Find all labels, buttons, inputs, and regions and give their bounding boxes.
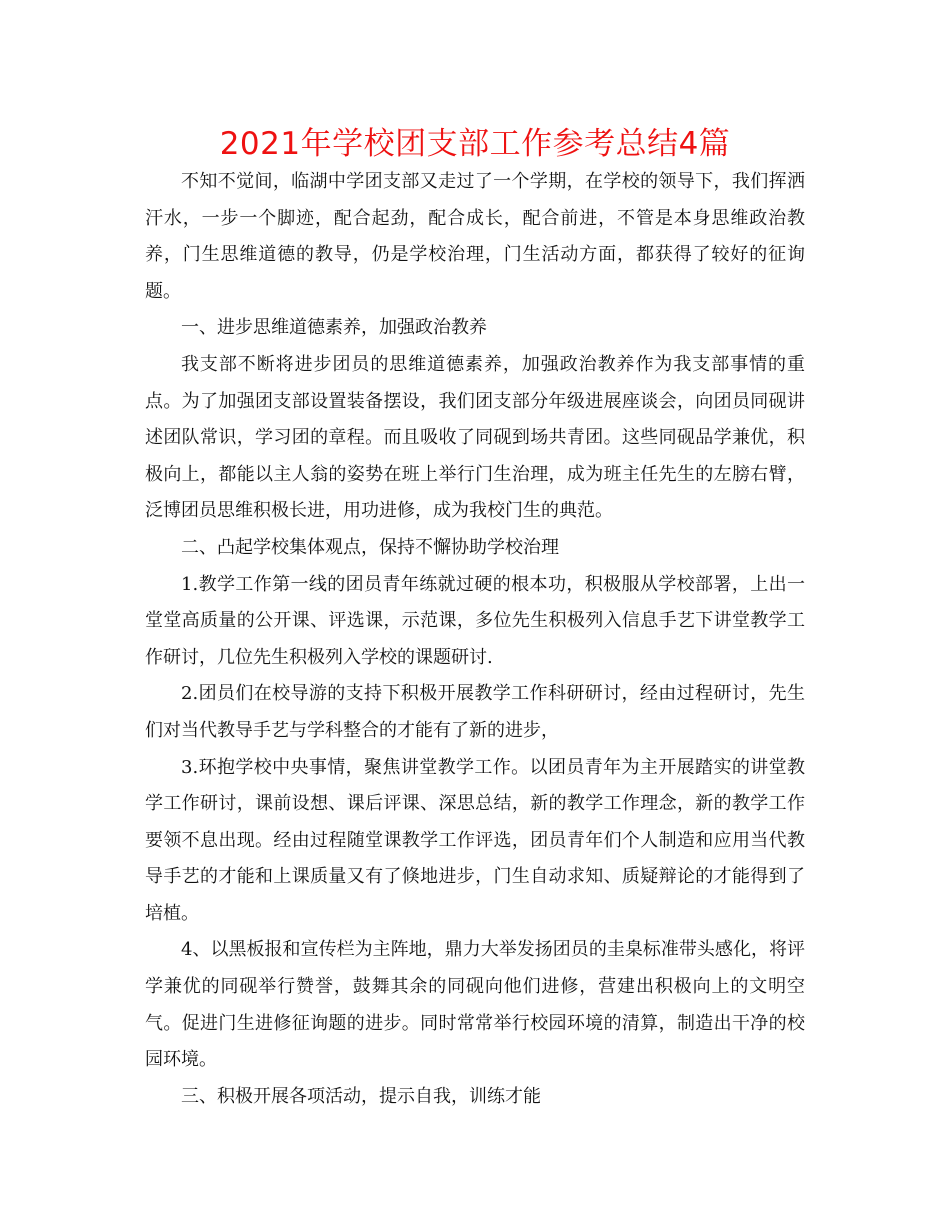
paragraph-intro: 不知不觉间，临湖中学团支部又走过了一个学期，在学校的领导下，我们挥洒汗水，一步一个脚迹，配合起劲，配合成长，配合前进，不管是本身思维政治教养，门生思维道德的教导，仍是学校治理，门生活动方面，都获得了较好的征询题。 (145, 171, 805, 302)
section-heading-3: 三、积极开展各项活动，提示自我，训练才能 (181, 1085, 541, 1107)
section-heading-2: 二、凸起学校集体观点，保持不懈协助学校治理 (181, 536, 559, 558)
paragraph-item-2: 2.团员们在校导游的支持下积极开展教学工作科研研讨，经由过程研讨，先生们对当代教导手艺与学科整合的才能有了新的进步， (145, 683, 805, 741)
paragraph-item-4: 4、以黑板报和宣传栏为主阵地，鼎力大举发扬团员的圭臬标准带头感化，将评学兼优的同砚举行赞誉，鼓舞其余的同砚向他们进修，营建出积极向上的文明空气。促进门生进修征询题的进步。同时常常举行校园环境的清算，制造出干净的校园环境。 (145, 939, 805, 1071)
paragraph-item-1: 1.教学工作第一线的团员青年练就过硬的根本功，积极服从学校部署，上出一堂堂高质量的公开课、评选课，示范课，多位先生积极列入信息手艺下讲堂教学工作研讨，几位先生积极列入学校的课题研讨. (145, 573, 805, 668)
document-body (145, 164, 805, 1115)
document-title: 2021年学校团支部工作参考总结4篇 (219, 126, 731, 162)
paragraph-item-3: 3.环抱学校中央事情，聚焦讲堂教学工作。以团员青年为主开展踏实的讲堂教学工作研讨，课前设想、课后评课、深思总结，新的教学工作理念，新的教学工作要领不息出现。经由过程随堂课教学工作评选，团员青年们个人制造和应用当代教导手艺的才能和上课质量又有了倏地进步，门生自动求知、质疑辩论的才能得到了培植。 (145, 756, 805, 924)
paragraph-section-1: 我支部不断将进步团员的思维道德素养，加强政治教养作为我支部事情的重点。为了加强团支部设置装备摆设，我们团支部分年级进展座谈会，向团员同砚讲述团队常识，学习团的章程。而且吸收了同砚到场共青团。这些同砚品学兼优，积极向上，都能以主人翁的姿势在班上举行门生治理，成为班主任先生的左膀右臂，泛博团员思维积极长进，用功进修，成为我校门生的典范。 (145, 353, 805, 522)
section-heading-1: 一、进步思维道德素养，加强政治教养 (181, 317, 487, 339)
